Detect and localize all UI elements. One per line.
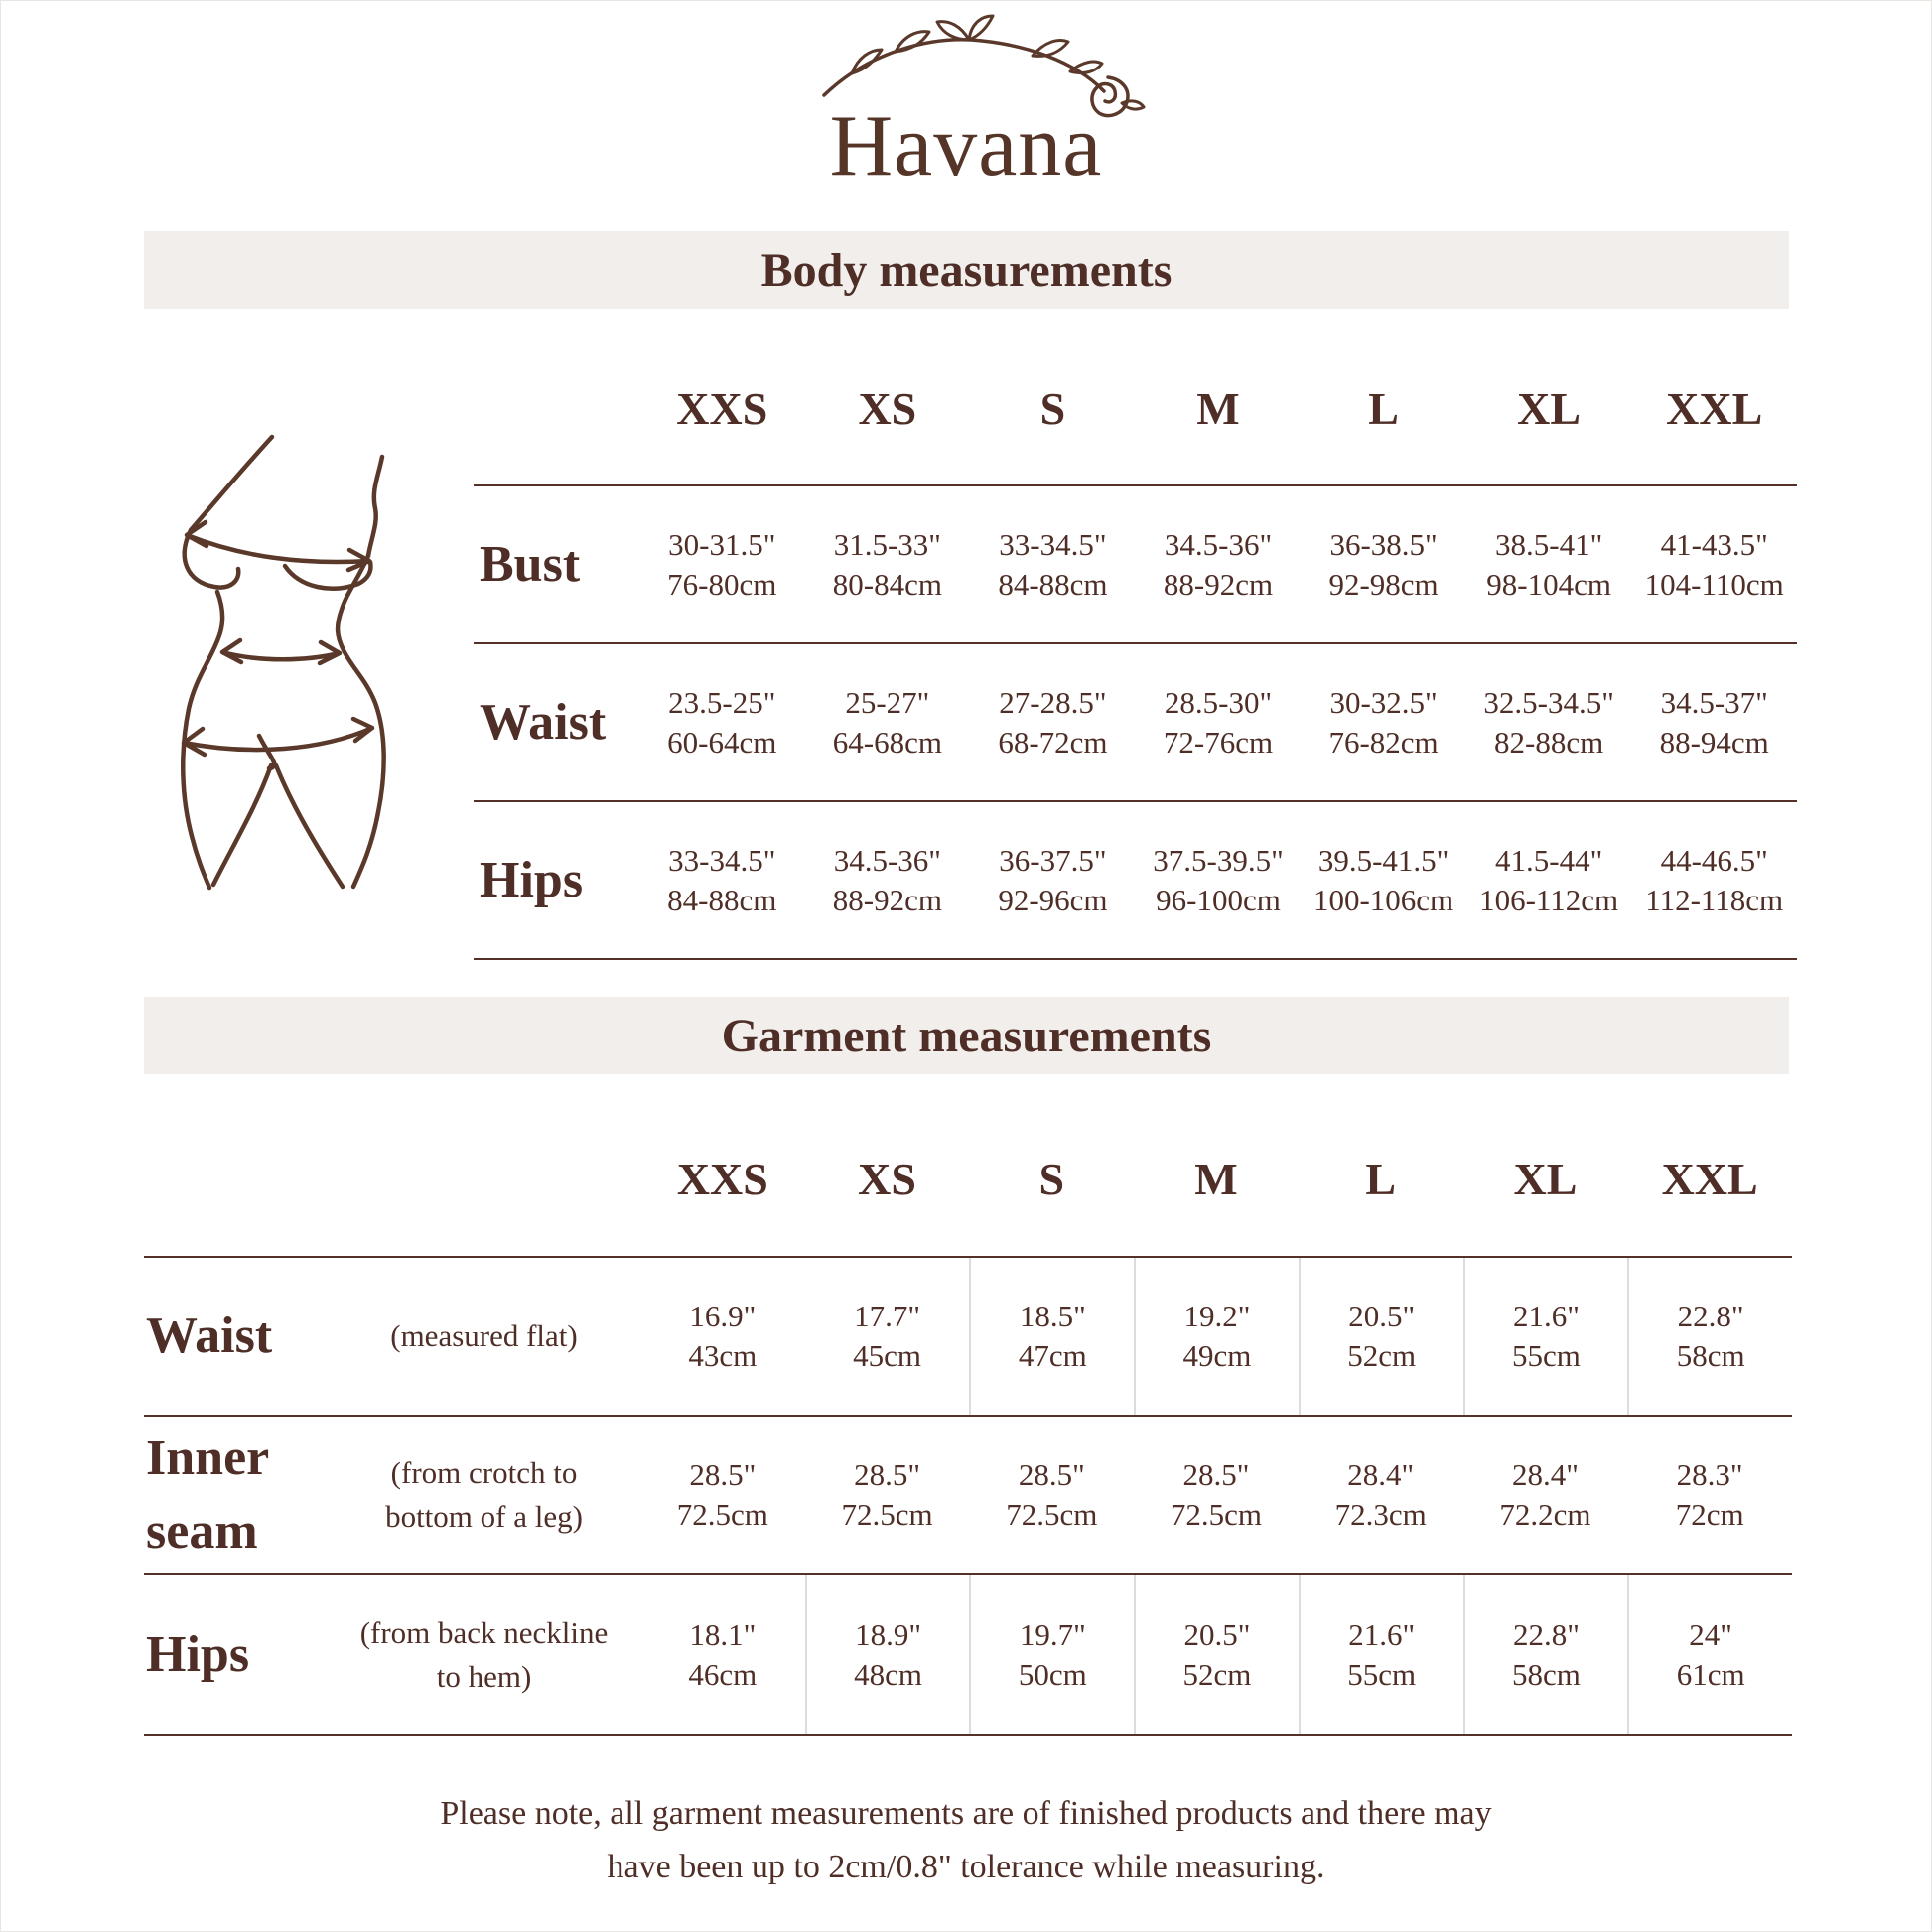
value-in: 34.5-37" xyxy=(1660,684,1768,720)
value-in: 34.5-36" xyxy=(1164,526,1273,562)
cell-bust-xxs xyxy=(639,486,805,642)
bust-arrow xyxy=(187,522,369,570)
value-in: 20.5" xyxy=(1183,1616,1251,1652)
value-in: 32.5-34.5" xyxy=(1483,684,1614,720)
table-row-garment-hips xyxy=(144,1575,1792,1736)
value-in: 36-37.5" xyxy=(999,842,1107,878)
value-cm: 58cm xyxy=(1511,1656,1581,1692)
garment-measurements-header xyxy=(144,997,1789,1074)
value-cm: 46cm xyxy=(688,1656,758,1692)
value-in: 23.5-25" xyxy=(668,684,776,720)
cell-ghips-m xyxy=(1134,1575,1299,1734)
value-in: 16.9" xyxy=(689,1299,757,1333)
cell-seam-xxl xyxy=(1627,1417,1792,1573)
cell-seam-xl xyxy=(1463,1417,1628,1573)
row-note: (from back neckline to hem) xyxy=(359,1614,609,1694)
value-in: 33-34.5" xyxy=(999,526,1107,562)
value-cm: 100-106cm xyxy=(1312,882,1454,917)
value-in: 20.5" xyxy=(1348,1299,1416,1333)
value-cm: 55cm xyxy=(1511,1338,1581,1373)
row-label: Waist xyxy=(146,1308,273,1364)
cell-ghips-xxl xyxy=(1627,1575,1792,1734)
value-in: 28.3" xyxy=(1676,1456,1743,1492)
value-in: 41-43.5" xyxy=(1660,526,1768,562)
value-cm: 84-88cm xyxy=(667,882,777,917)
table-row-hips xyxy=(474,802,1797,960)
cell-gwaist-xs xyxy=(805,1258,970,1415)
table-row-waist xyxy=(474,644,1797,802)
value-cm: 72.3cm xyxy=(1334,1496,1427,1532)
value-cm: 43cm xyxy=(688,1338,758,1373)
value-cm: 88-94cm xyxy=(1659,724,1769,759)
row-label: Hips xyxy=(480,852,584,908)
value-in: 34.5-36" xyxy=(833,842,941,878)
cell-seam-m xyxy=(1134,1417,1299,1573)
cell-gwaist-xl xyxy=(1463,1258,1628,1415)
tolerance-note-line1: Please note, all garment measurements are of finished products and there may xyxy=(440,1795,1492,1832)
cell-gwaist-xxl xyxy=(1627,1258,1792,1415)
value-in: 39.5-41.5" xyxy=(1317,842,1449,878)
value-in: 18.1" xyxy=(689,1616,757,1652)
value-cm: 61cm xyxy=(1676,1656,1745,1692)
value-in: 18.5" xyxy=(1019,1299,1086,1333)
cell-waist-m xyxy=(1136,644,1302,800)
value-cm: 55cm xyxy=(1347,1656,1417,1692)
value-cm: 72-76cm xyxy=(1163,724,1274,759)
size-header: M xyxy=(1196,383,1240,434)
cell-hips-xs xyxy=(805,802,971,958)
value-in: 28.5" xyxy=(689,1456,757,1492)
cell-gwaist-s xyxy=(969,1258,1134,1415)
value-in: 24" xyxy=(1689,1616,1732,1652)
value-cm: 88-92cm xyxy=(832,882,942,917)
waist-arrow xyxy=(222,640,340,663)
body-measurements-header xyxy=(144,231,1789,309)
row-label: Hips xyxy=(146,1625,250,1683)
value-cm: 58cm xyxy=(1676,1338,1745,1373)
body-figure-illustration xyxy=(121,369,464,980)
cell-ghips-xl xyxy=(1463,1575,1628,1734)
body-section-title: Body measurements xyxy=(760,243,1173,297)
value-cm: 68-72cm xyxy=(998,724,1108,759)
value-cm: 106-112cm xyxy=(1479,882,1619,917)
value-cm: 52cm xyxy=(1347,1338,1417,1373)
value-in: 44-46.5" xyxy=(1660,842,1768,878)
cell-seam-l xyxy=(1299,1417,1463,1573)
value-in: 19.2" xyxy=(1183,1299,1251,1333)
value-in: 38.5-41" xyxy=(1495,526,1603,562)
value-in: 28.5-30" xyxy=(1164,684,1273,720)
cell-waist-xxs xyxy=(639,644,805,800)
value-cm: 72.5cm xyxy=(676,1496,768,1532)
brand-name: Havana xyxy=(829,98,1103,195)
size-header: XL xyxy=(1517,383,1582,434)
value-in: 28.5" xyxy=(854,1456,921,1492)
value-cm: 80-84cm xyxy=(832,566,942,602)
row-label: Inner seam xyxy=(146,1429,269,1560)
size-header: L xyxy=(1365,1153,1397,1204)
cell-seam-s xyxy=(969,1417,1134,1573)
size-header: L xyxy=(1368,383,1399,434)
value-in: 36-38.5" xyxy=(1329,526,1438,562)
value-cm: 96-100cm xyxy=(1156,882,1281,917)
cell-bust-xxl xyxy=(1631,486,1797,642)
tolerance-note xyxy=(0,1787,1932,1894)
size-header: XXS xyxy=(676,383,768,434)
cell-hips-xl xyxy=(1466,802,1632,958)
value-cm: 72.5cm xyxy=(1170,1496,1263,1532)
cell-waist-s xyxy=(970,644,1136,800)
cell-waist-xl xyxy=(1466,644,1632,800)
value-in: 18.9" xyxy=(855,1616,922,1652)
table-row-inner-seam xyxy=(144,1417,1792,1575)
cell-gwaist-l xyxy=(1299,1258,1463,1415)
value-cm: 72.5cm xyxy=(841,1496,933,1532)
value-in: 31.5-33" xyxy=(833,526,941,562)
size-header: XXS xyxy=(676,1153,768,1204)
value-in: 28.4" xyxy=(1347,1456,1415,1492)
value-cm: 45cm xyxy=(853,1338,921,1373)
value-in: 30-32.5" xyxy=(1329,684,1438,720)
cell-hips-xxl xyxy=(1631,802,1797,958)
cell-ghips-xs xyxy=(805,1575,970,1734)
value-in: 28.5" xyxy=(1018,1456,1085,1492)
table-row-bust xyxy=(474,486,1797,644)
cell-bust-s xyxy=(970,486,1136,642)
value-cm: 82-88cm xyxy=(1494,724,1604,759)
value-in: 41.5-44" xyxy=(1495,842,1603,878)
value-cm: 64-68cm xyxy=(832,724,942,759)
value-cm: 92-98cm xyxy=(1328,566,1439,602)
value-cm: 76-82cm xyxy=(1328,724,1439,759)
cell-waist-xs xyxy=(805,644,971,800)
cell-ghips-xxs xyxy=(640,1575,805,1734)
row-label: Bust xyxy=(480,536,581,593)
value-in: 22.8" xyxy=(1677,1299,1744,1333)
cell-gwaist-xxs xyxy=(640,1258,805,1415)
value-cm: 98-104cm xyxy=(1486,566,1611,602)
cell-hips-xxs xyxy=(639,802,805,958)
value-in: 21.6" xyxy=(1348,1616,1416,1652)
value-in: 22.8" xyxy=(1512,1616,1580,1652)
value-cm: 76-80cm xyxy=(667,566,777,602)
cell-bust-m xyxy=(1136,486,1302,642)
garment-section-title: Garment measurements xyxy=(721,1009,1212,1062)
size-header: XS xyxy=(858,383,917,434)
value-cm: 49cm xyxy=(1182,1338,1252,1373)
value-cm: 50cm xyxy=(1018,1656,1087,1692)
body-measurements-table xyxy=(474,307,1797,960)
cell-waist-xxl xyxy=(1631,644,1797,800)
size-header: S xyxy=(1038,1153,1065,1204)
value-cm: 52cm xyxy=(1182,1656,1252,1692)
value-in: 27-28.5" xyxy=(999,684,1107,720)
cell-gwaist-m xyxy=(1134,1258,1299,1415)
value-cm: 88-92cm xyxy=(1163,566,1274,602)
value-cm: 104-110cm xyxy=(1644,566,1784,602)
value-in: 28.4" xyxy=(1511,1456,1579,1492)
value-in: 19.7" xyxy=(1019,1616,1086,1652)
hips-arrow xyxy=(184,719,372,755)
cell-bust-xl xyxy=(1466,486,1632,642)
table-row-garment-waist xyxy=(144,1258,1792,1417)
value-in: 37.5-39.5" xyxy=(1153,842,1284,878)
size-header: XL xyxy=(1513,1153,1578,1204)
cell-bust-l xyxy=(1301,486,1466,642)
size-header: S xyxy=(1039,383,1066,434)
value-cm: 112-118cm xyxy=(1645,882,1784,917)
size-header: XXL xyxy=(1661,1153,1758,1204)
value-cm: 72.5cm xyxy=(1006,1496,1098,1532)
cell-ghips-l xyxy=(1299,1575,1463,1734)
value-in: 33-34.5" xyxy=(668,842,776,878)
value-cm: 84-88cm xyxy=(998,566,1108,602)
value-cm: 47cm xyxy=(1018,1338,1087,1373)
value-cm: 60-64cm xyxy=(667,724,777,759)
row-note: (from crotch to bottom of a leg) xyxy=(385,1454,583,1534)
cell-seam-xxs xyxy=(640,1417,805,1573)
size-header: XS xyxy=(858,1153,916,1204)
size-header: M xyxy=(1194,1153,1238,1204)
value-cm: 72cm xyxy=(1675,1496,1744,1532)
cell-bust-xs xyxy=(805,486,971,642)
value-in: 28.5" xyxy=(1182,1456,1250,1492)
cell-hips-s xyxy=(970,802,1136,958)
row-label: Waist xyxy=(480,694,607,751)
size-header-row xyxy=(474,307,1797,486)
value-cm: 92-96cm xyxy=(998,882,1108,917)
cell-seam-xs xyxy=(805,1417,970,1573)
tolerance-note-line2: have been up to 2cm/0.8" tolerance while measuring. xyxy=(607,1849,1325,1885)
cell-hips-m xyxy=(1136,802,1302,958)
value-in: 17.7" xyxy=(854,1299,921,1333)
value-in: 21.6" xyxy=(1512,1299,1580,1333)
value-in: 30-31.5" xyxy=(668,526,776,562)
cell-ghips-s xyxy=(969,1575,1134,1734)
value-cm: 72.2cm xyxy=(1499,1496,1591,1532)
garment-measurements-table xyxy=(144,1075,1792,1736)
value-cm: 48cm xyxy=(854,1656,922,1692)
cell-hips-l xyxy=(1301,802,1466,958)
size-header-row xyxy=(144,1075,1792,1258)
cell-waist-l xyxy=(1301,644,1466,800)
row-note: (measured flat) xyxy=(390,1318,578,1353)
size-header: XXL xyxy=(1666,383,1763,434)
value-in: 25-27" xyxy=(845,684,930,720)
